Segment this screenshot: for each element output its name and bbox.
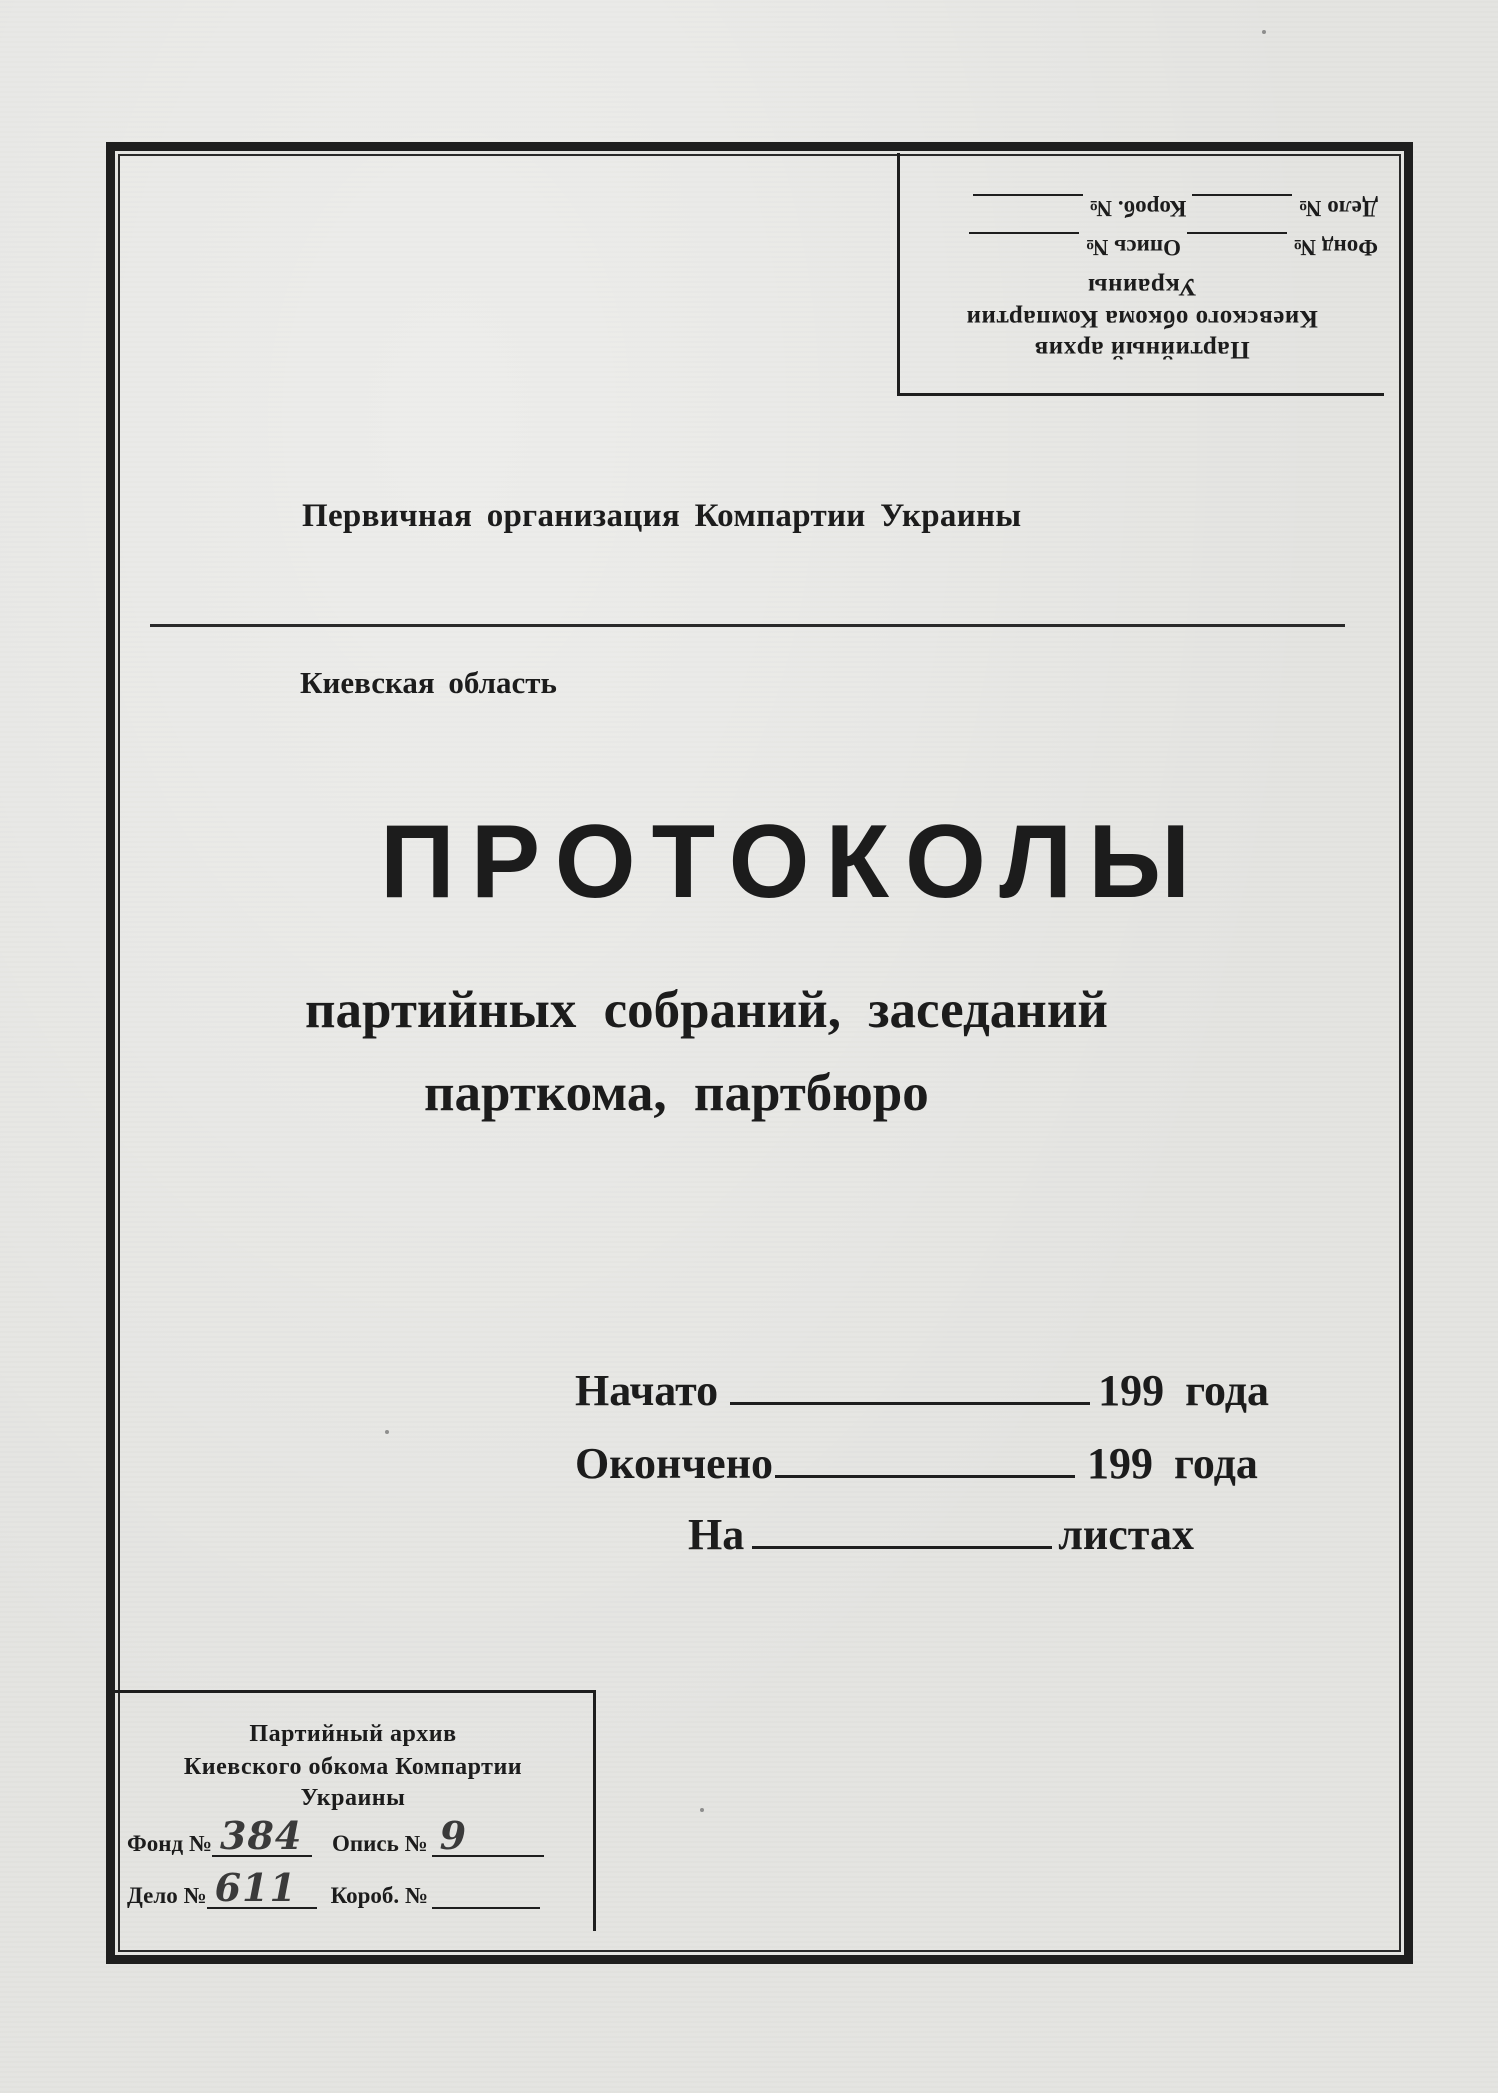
document-subtitle-line2: парткома, партбюро xyxy=(424,1064,929,1122)
stamp-bottom-line3: Украины xyxy=(300,1785,406,1811)
stamp-bottom-delo-value: 611 xyxy=(214,1865,297,1910)
paper-speck xyxy=(700,1808,704,1812)
stamp-bottom-line1: Партийный архив xyxy=(249,1721,457,1747)
paper-speck xyxy=(385,1430,389,1434)
archive-stamp-bottom xyxy=(113,1690,596,1931)
stamp-top-korob-field xyxy=(973,194,1083,218)
stamp-top-fond-label: Фонд № xyxy=(1292,235,1378,261)
started-label: Начато xyxy=(575,1366,719,1415)
region-label: Киевская область xyxy=(300,665,557,700)
started-date-field xyxy=(730,1394,1090,1405)
stamp-top-opis-label: Опись № xyxy=(1085,235,1181,261)
sheets-count-field xyxy=(752,1538,1052,1549)
stamp-top-line1: Партийный архив xyxy=(1034,336,1250,363)
stamp-bottom-korob-label: Короб. № xyxy=(330,1883,429,1908)
document-subtitle-line1: партийных собраний, заседаний xyxy=(305,981,1108,1039)
ended-year-suffix: 199 года xyxy=(1087,1439,1258,1488)
stamp-top-korob-label: Короб. № xyxy=(1088,196,1187,222)
on-label: На xyxy=(688,1510,745,1559)
document-title: ПРОТОКОЛЫ xyxy=(380,804,1207,920)
stamp-bottom-korob-field xyxy=(432,1883,540,1909)
stamp-bottom-row-delo xyxy=(127,1865,540,1910)
stamp-bottom-fond-field xyxy=(212,1813,312,1858)
ended-date-field xyxy=(775,1467,1075,1478)
started-year-suffix: 199 года xyxy=(1098,1366,1270,1415)
stamp-bottom-fond-label: Фонд № xyxy=(127,1831,213,1856)
stamp-top-delo-field xyxy=(1192,194,1292,218)
stamp-top-row-delo xyxy=(900,194,1384,223)
stamp-bottom-delo-label: Дело № xyxy=(127,1883,207,1908)
stamp-top-line3: Украины xyxy=(1087,273,1197,301)
stamp-bottom-opis-label: Опись № xyxy=(332,1831,428,1856)
stamp-top-line2: Киевского обкома Компартии xyxy=(966,304,1318,332)
stamp-top-delo-label: Дело № xyxy=(1298,196,1378,222)
stamp-bottom-opis-value: 9 xyxy=(439,1813,468,1858)
organization-heading: Первичная организация Компартии Украины xyxy=(302,498,1022,534)
started-row xyxy=(575,1365,1269,1416)
stamp-top-fond-field xyxy=(1187,233,1287,257)
ended-label: Окончено xyxy=(575,1439,774,1488)
ended-row xyxy=(575,1438,1258,1489)
sheets-row xyxy=(688,1509,1194,1560)
stamp-top-row-fond xyxy=(900,233,1384,262)
stamp-bottom-line2: Киевского обкома Компартии xyxy=(183,1754,523,1780)
stamp-bottom-opis-field xyxy=(432,1813,544,1858)
stamp-top-opis-field xyxy=(969,233,1079,257)
archive-stamp-top xyxy=(897,153,1384,396)
stamp-bottom-delo-field xyxy=(207,1865,317,1910)
stamp-bottom-row-fond xyxy=(127,1813,544,1858)
sheets-label: листах xyxy=(1058,1510,1194,1559)
stamp-bottom-fond-value: 384 xyxy=(220,1813,303,1858)
paper-speck xyxy=(1262,30,1266,34)
organization-underline xyxy=(150,624,1345,627)
